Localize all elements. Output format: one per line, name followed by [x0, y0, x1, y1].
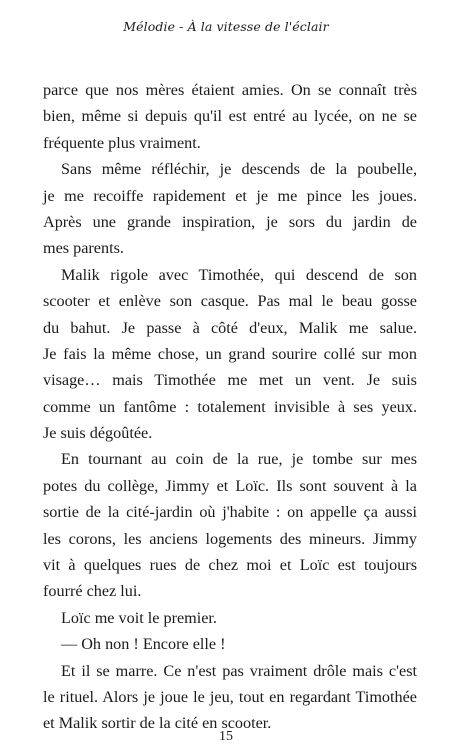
text-line: vit à quelques rues de chez moi et Loïc est toujours	[43, 556, 417, 575]
paragraph	[43, 658, 417, 737]
body-text	[43, 77, 417, 737]
text-line: Après une grande inspiration, je sors du jardin de	[43, 212, 417, 231]
text-line: les corons, les anciens logements des mineurs. Jimmy	[43, 529, 417, 548]
paragraph	[43, 77, 417, 156]
text-line: comme un fantôme : totalement invisible à ses yeux.	[43, 397, 417, 416]
text-line: Sans même réfléchir, je descends de la poubelle,	[61, 160, 417, 179]
text-line: du bahut. Je passe à côté d'eux, Malik me salue.	[43, 318, 417, 337]
page-number: 15	[219, 729, 233, 744]
text-line: Loïc me voit le premier.	[61, 608, 217, 627]
paragraph	[43, 446, 417, 604]
text-line: je me recoiffe rapidement et je me pince les joues.	[43, 186, 417, 205]
text-line: parce que nos mères étaient amies. On se connaît très	[43, 81, 417, 99]
text-line: visage… mais Timothée me met un vent. Je suis	[43, 371, 417, 390]
paragraph	[43, 262, 417, 447]
text-line: potes du collège, Jimmy et Loïc. Ils sont souvent à la	[43, 476, 417, 495]
text-line: Et il se marre. Ce n'est pas vraiment drôle mais c'est	[61, 661, 417, 680]
text-line: Malik rigole avec Timothée, qui descend de son	[61, 265, 417, 284]
text-line: le rituel. Alors je joue le jeu, tout en regardant Timothée	[43, 687, 417, 706]
text-line: fourré chez lui.	[43, 582, 142, 601]
text-line: et Malik sortir de la cité en scooter.	[43, 714, 272, 733]
dialogue-line	[43, 631, 417, 657]
text-line: En tournant au coin de la rue, je tombe sur mes	[61, 450, 417, 469]
paragraph	[43, 605, 417, 631]
text-line: mes parents.	[43, 239, 124, 258]
text-line: sortie de la cité-jardin où j'habite : on appelle ça aussi	[43, 503, 417, 522]
text-line: Je fais la même chose, un grand sourire collé sur mon	[43, 344, 417, 363]
text-line: — Oh non ! Encore elle !	[61, 635, 226, 654]
text-line: fréquente plus vraiment.	[43, 133, 201, 152]
paragraph	[43, 156, 417, 262]
running-head: Mélodie - À la vitesse de l'éclair	[123, 19, 329, 34]
text-line: scooter et enlève son casque. Pas mal le beau gosse	[43, 292, 417, 311]
text-line: bien, même si depuis qu'il est entré au lycée, on ne se	[43, 107, 417, 126]
text-line: Je suis dégoûtée.	[43, 424, 153, 443]
